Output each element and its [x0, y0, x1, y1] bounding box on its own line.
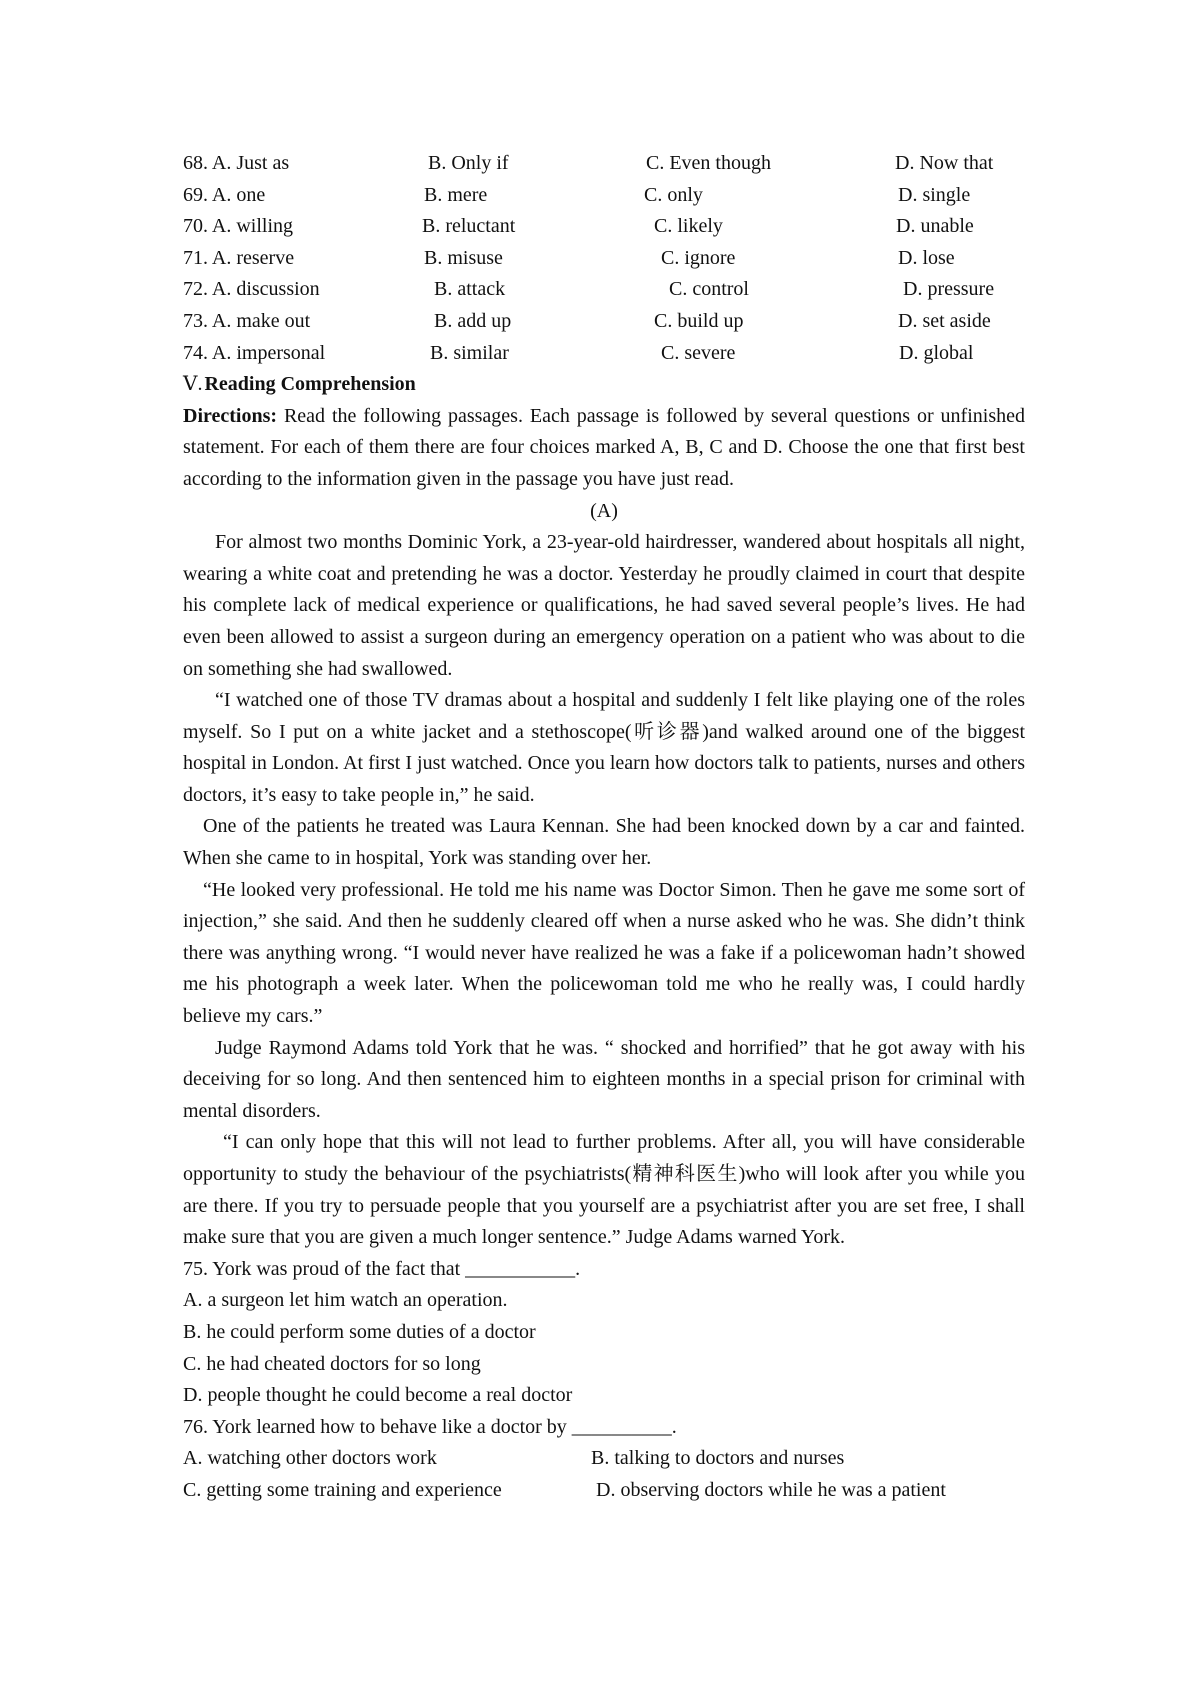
option-d: D. global — [899, 341, 974, 364]
passage-paragraph: “I watched one of those TV dramas about a hospital and suddenly I felt like playing one of the roles myself. So I put on a white jacket and a stethoscope(听诊器)and walked around one of the biggest hospital in London. At first I just watched. Once you learn how doctors talk to patients, nurses and others doctors, it’s easy to take people in,” he said. — [183, 689, 1025, 806]
option-c: C. likely — [654, 215, 723, 238]
option-a: 69. A. one — [183, 183, 266, 206]
answer-option-row — [183, 1475, 1025, 1507]
option-b: B. add up — [434, 309, 512, 332]
answer-option: C. he had cheated doctors for so long — [183, 1352, 481, 1375]
question-stem: 75. York was proud of the fact that ___________. — [183, 1257, 581, 1280]
cloze-option-row — [183, 180, 1025, 212]
option-b: B. attack — [434, 278, 506, 301]
option-a: 71. A. reserve — [183, 246, 295, 269]
option-b: B. mere — [424, 183, 488, 206]
option-d: D. Now that — [895, 152, 994, 174]
answer-option: B. talking to doctors and nurses — [591, 1447, 845, 1470]
passage-paragraph: One of the patients he treated was Laura Kennan. She had been knocked down by a car and fainted. When she came to in hospital, York was standing over her. — [183, 815, 1025, 870]
answer-option: D. people thought he could become a real doctor — [183, 1384, 573, 1407]
cloze-option-row — [183, 338, 1025, 370]
option-d: D. pressure — [903, 278, 995, 301]
passage-paragraph: Judge Raymond Adams told York that he was. “ shocked and horrified” that he got away with his deceiving for so long. And then sentenced him to eighteen months in a special prison for criminal with mental disorders. — [183, 1036, 1025, 1122]
answer-option-row — [183, 1443, 1025, 1475]
cloze-option-row — [183, 211, 1025, 243]
page-content — [183, 148, 1025, 1507]
option-c: C. severe — [661, 341, 736, 364]
option-a: 72. A. discussion — [183, 278, 320, 301]
directions — [183, 401, 1025, 496]
question-stem: 76. York learned how to behave like a doctor by __________. — [183, 1415, 677, 1438]
answer-option: D. observing doctors while he was a patient — [596, 1478, 946, 1501]
answer-option: A. a surgeon let him watch an operation. — [183, 1289, 508, 1312]
option-d: D. set aside — [898, 309, 991, 332]
option-c: C. only — [644, 183, 703, 206]
option-b: B. similar — [430, 341, 509, 364]
cloze-option-row — [183, 274, 1025, 306]
passage-paragraph: For almost two months Dominic York, a 23-year-old hairdresser, wandered about hospitals all night, wearing a white coat and pretending he was a doctor. Yesterday he proudly claimed in court that despite his complete lack of medical experience or qualifications, he had saved several people’s lives. He had even been allowed to assist a surgeon during an emergency operation on a patient who was about to die on something she had swallowed. — [183, 531, 1025, 680]
passage-paragraph: “I can only hope that this will not lead to further problems. After all, you will have considerable opportunity to study the behaviour of the psychiatrists(精神科医生)who will look after you while you are there. If you try to persuade people that you yourself are a psychiatrist after you are set free, I shall make sure that you are given a much longer sentence.” Judge Adams warned York. — [183, 1131, 1025, 1249]
option-d: D. lose — [898, 246, 955, 269]
option-a: 73. A. make out — [183, 309, 311, 332]
answer-option: A. watching other doctors work — [183, 1447, 437, 1470]
passage-label: (A) — [590, 499, 618, 522]
option-c: C. build up — [654, 309, 744, 332]
option-c: C. Even though — [646, 152, 771, 174]
directions-label: Directions: — [183, 404, 278, 427]
answer-option: C. getting some training and experience — [183, 1478, 502, 1501]
option-c: C. ignore — [661, 246, 736, 269]
option-d: D. single — [898, 183, 971, 206]
section-heading — [183, 369, 1025, 401]
option-b: B. reluctant — [422, 215, 516, 238]
cloze-option-row — [183, 148, 1025, 180]
directions-text: Read the following passages. Each passage is followed by several questions or unfinished statement. For each of them there are four choices marked A, B, C and D. Choose the one that first best according to the information given in the passage you have just read. — [183, 404, 1025, 490]
section-title: Reading Comprehension — [204, 373, 416, 396]
cloze-option-row — [183, 306, 1025, 338]
answer-option: B. he could perform some duties of a doctor — [183, 1320, 536, 1343]
option-a: 74. A. impersonal — [183, 341, 326, 364]
section-number: Ⅴ. — [183, 373, 203, 396]
option-a: 70. A. willing — [183, 215, 294, 238]
passage-paragraph: “He looked very professional. He told me his name was Doctor Simon. Then he gave me some sort of injection,” she said. And then he suddenly cleared off when a nurse asked who he was. She didn’t think there was anything wrong. “I would never have realized he was a fake if a policewoman hadn’t showed me his photograph a week later. When the policewoman told me who he really was, I could hardly believe my cars.” — [183, 878, 1025, 1028]
option-b: B. misuse — [424, 246, 503, 269]
option-c: C. control — [669, 278, 749, 301]
cloze-option-row — [183, 243, 1025, 275]
option-b: B. Only if — [428, 152, 509, 174]
option-a: 68. A. Just as — [183, 152, 290, 174]
option-d: D. unable — [896, 215, 974, 238]
